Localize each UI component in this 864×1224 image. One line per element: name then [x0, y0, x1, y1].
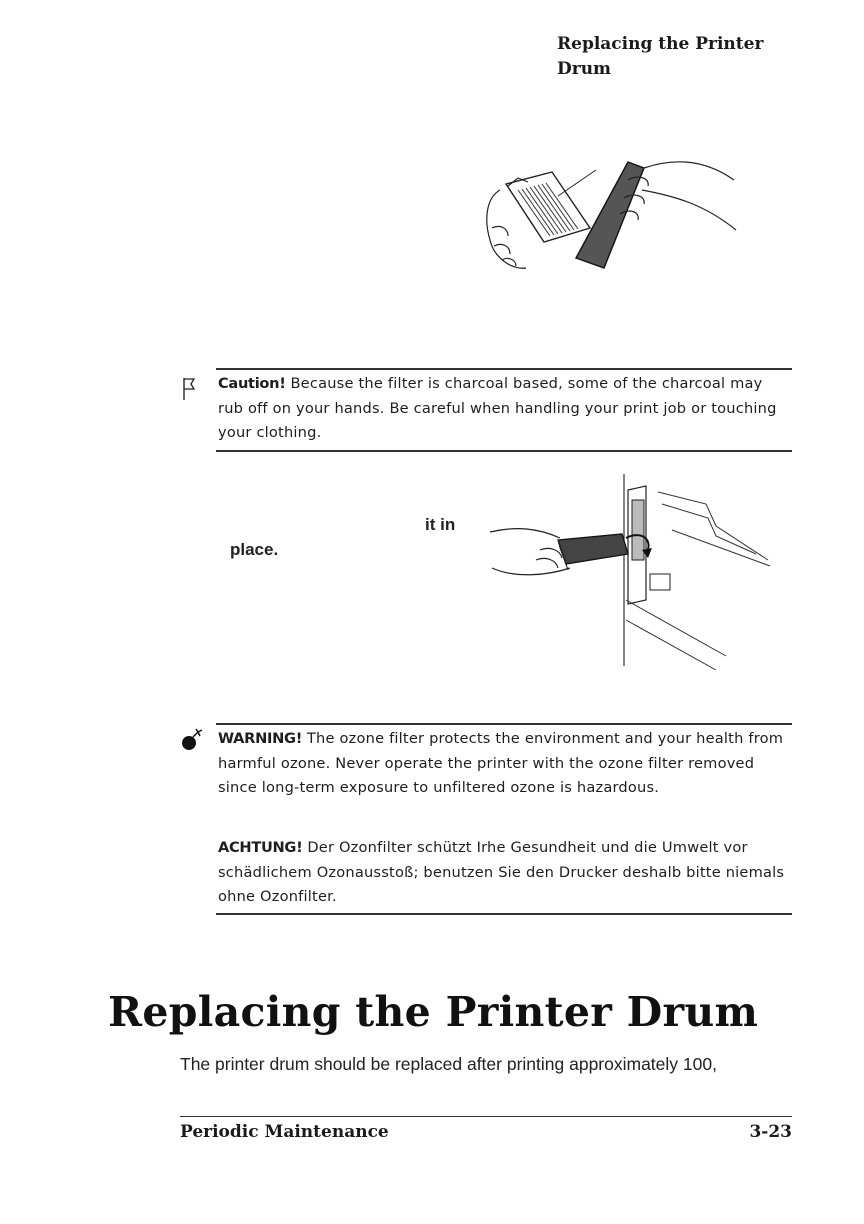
footer-page-number: 3-23 — [749, 1122, 792, 1142]
caution-bottom-rule — [216, 450, 792, 452]
step-text-fragment-2: place. — [230, 540, 279, 559]
section-body: The printer drum should be replaced after printing approximately 100, — [180, 1054, 717, 1074]
footer-chapter: Periodic Maintenance — [180, 1122, 389, 1142]
step-text-fragment-1: it in — [425, 515, 456, 534]
achtung-text: Der Ozonfilter schützt Irhe Gesundheit und die Umwelt vor schädlichem Ozonausstoß; benutzen Sie den Drucker deshalb bitte niemals ohne Ozonfilter. — [218, 839, 785, 905]
caution-top-rule — [216, 368, 792, 370]
running-head: Replacing the Printer Drum — [557, 34, 764, 79]
caution-text: Because the filter is charcoal based, some of the charcoal may rub off on your hands. Be careful when handling your print job or touching your clothing. — [218, 375, 777, 441]
achtung-label: ACHTUNG! — [218, 839, 303, 856]
warning-label: WARNING! — [218, 730, 303, 747]
caution-label: Caution! — [218, 375, 286, 392]
warning-note — [218, 727, 792, 801]
warning-top-rule — [216, 723, 792, 725]
achtung-note — [218, 836, 792, 910]
warning-bomb-icon — [180, 728, 204, 754]
section-heading: Replacing the Printer Drum — [108, 988, 759, 1036]
caution-note — [218, 372, 792, 446]
footer-rule — [180, 1116, 792, 1117]
warning-bottom-rule — [216, 913, 792, 915]
ozone-filter-illustration — [478, 150, 740, 290]
warning-text: The ozone filter protects the environment and your health from harmful ozone. Never operate the printer with the ozone filter removed since long-term exposure to unfiltered ozone is hazardous. — [218, 730, 784, 796]
caution-flag-icon — [180, 376, 204, 402]
printer-filter-insertion-illustration — [486, 470, 772, 670]
